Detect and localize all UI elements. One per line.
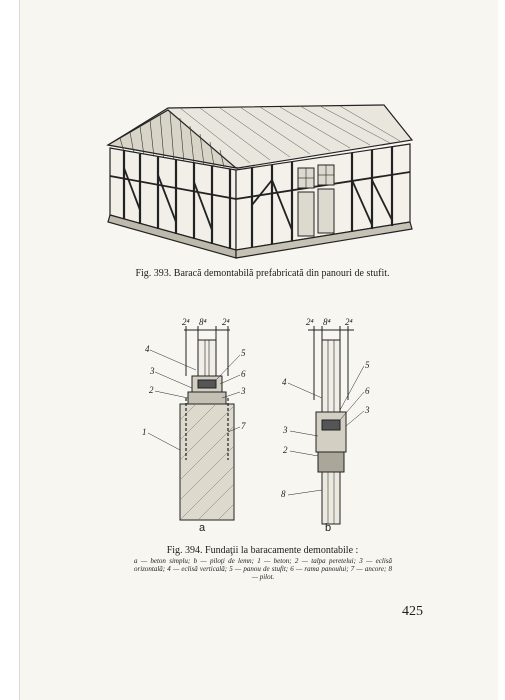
callout-b-4: 4 [282,377,287,387]
dim-b-right: 2⁴ [345,317,353,327]
callout-b-2: 2 [283,445,288,455]
subfigure-a-label: a [199,522,206,534]
callout-b-3b: 3 [283,425,288,435]
callout-b-3: 3 [365,405,370,415]
callout-b-6: 6 [365,386,370,396]
figure-394-legend: a — beton simplu; b — piloţi de lemn; 1 — beton; 2 — talpa peretelui; 3 — eclisă orizontală; 4 — eclisă verticală; 5 — panou de stufit; 6 — rama panoului; 7 — ancore; 8 — pilot. [134,557,392,581]
figure-393-caption: Fig. 393. Baracă demontabilă prefabricată din panouri de stufit. [135,268,390,279]
dim-a-middle: 8⁴ [199,317,207,327]
dim-b-left: 2⁴ [306,317,314,327]
callout-a-6: 6 [241,369,246,379]
foundation-detail-b [288,326,364,524]
subfigure-b-label: b [325,522,332,534]
callout-b-5: 5 [365,360,370,370]
page-number: 425 [402,604,423,619]
dim-a-left: 2⁴ [182,317,190,327]
foundation-detail-a [148,326,240,520]
barrack-illustration [108,105,412,258]
figure-394-caption: Fig. 394. Fundaţii la baracamente demontabile : [166,545,359,556]
callout-a-3b: 3 [241,386,246,396]
callout-a-7: 7 [241,421,246,431]
dim-a-right: 2⁴ [222,317,230,327]
callout-a-5: 5 [241,348,246,358]
dim-b-middle: 8⁴ [323,317,331,327]
callout-a-2: 2 [149,385,154,395]
callout-b-8: 8 [281,489,286,499]
callout-a-1: 1 [142,427,147,437]
callout-a-4: 4 [145,344,150,354]
callout-a-3: 3 [150,366,155,376]
